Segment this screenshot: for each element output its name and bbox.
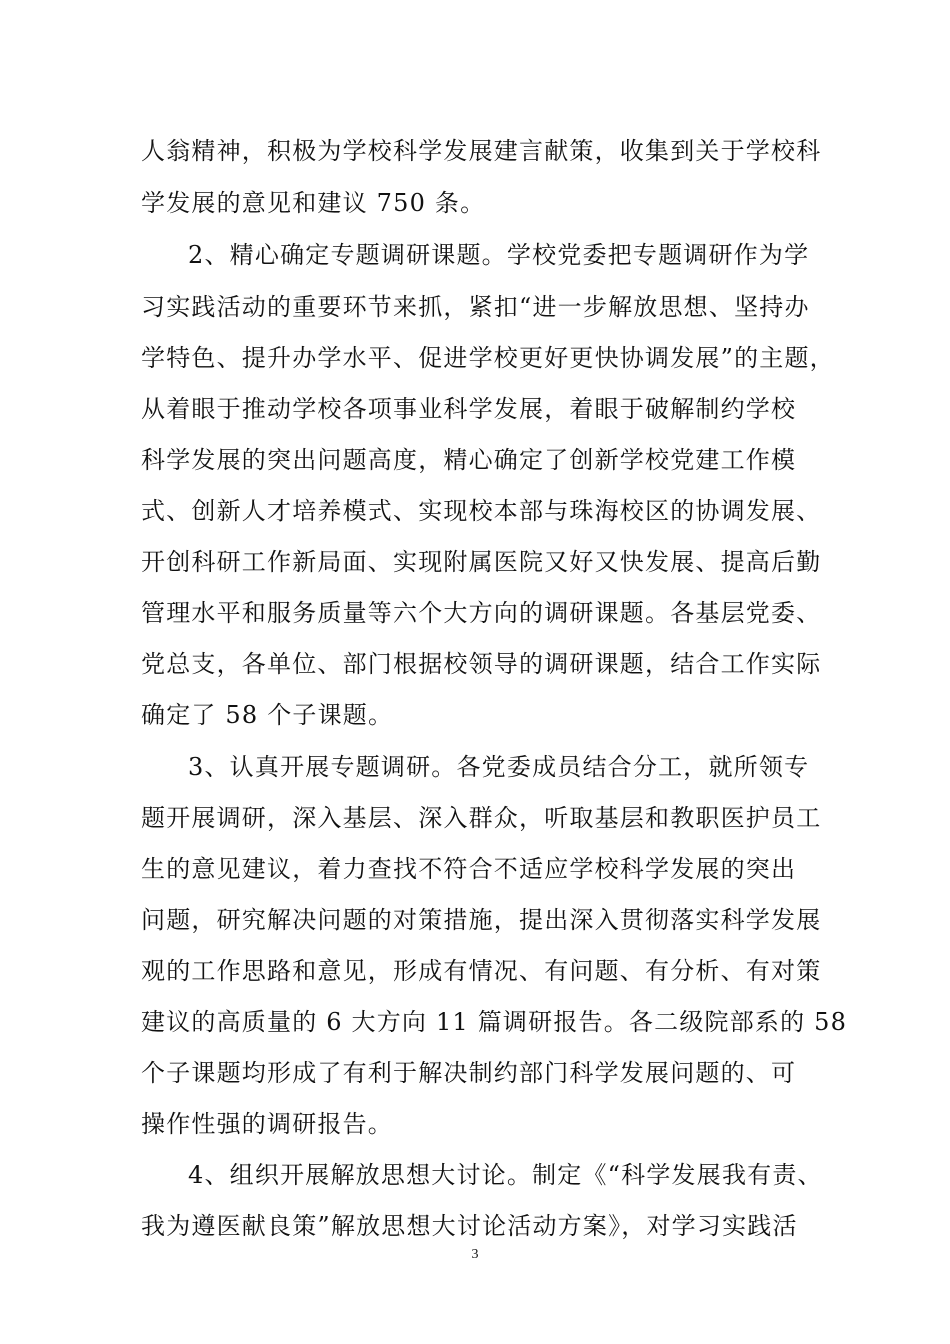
- text-line: 习实践活动的重要环节来抓，紧扣“进一步解放思想、坚持办: [141, 293, 810, 321]
- text-line: 人翁精神，积极为学校科学发展建言献策，收集到关于学校科: [141, 137, 822, 165]
- paragraph-heading-3: 3、认真开展专题调研。各党委成员结合分工，就所领专: [188, 753, 810, 781]
- text-line: 观的工作思路和意见，形成有情况、有问题、有分析、有对策: [141, 957, 822, 985]
- text-line: 学发展的意见和建议 750 条。: [141, 189, 486, 217]
- text-line: 党总支，各单位、部门根据校领导的调研课题，结合工作实际: [141, 650, 822, 678]
- paragraph-heading-4: 4、组织开展解放思想大讨论。制定《“科学发展我有责、: [188, 1161, 823, 1189]
- text-line: 学特色、提升办学水平、促进学校更好更快协调发展”的主题，: [141, 344, 835, 372]
- text-line: 问题，研究解决问题的对策措施，提出深入贯彻落实科学发展: [141, 906, 822, 934]
- text-line: 科学发展的突出问题高度，精心确定了创新学校党建工作模: [141, 446, 797, 474]
- text-line: 生的意见建议，着力查找不符合不适应学校科学发展的突出: [141, 855, 797, 883]
- text-line: 建议的高质量的 6 大方向 11 篇调研报告。各二级院部系的 58: [141, 1008, 848, 1036]
- text-line: 题开展调研，深入基层、深入群众，听取基层和教职医护员工: [141, 804, 822, 832]
- text-line: 管理水平和服务质量等六个大方向的调研课题。各基层党委、: [141, 599, 822, 627]
- text-line: 我为遵医献良策”解放思想大讨论活动方案》，对学习实践活: [141, 1212, 798, 1240]
- page-number: 3: [471, 1247, 479, 1262]
- text-line: 个子课题均形成了有利于解决制约部门科学发展问题的、可: [141, 1059, 797, 1087]
- text-line: 开创科研工作新局面、实现附属医院又好又快发展、提高后勤: [141, 548, 822, 576]
- text-line: 从着眼于推动学校各项事业科学发展，着眼于破解制约学校: [141, 395, 797, 423]
- text-line: 确定了 58 个子课题。: [141, 701, 394, 729]
- paragraph-heading-2: 2、精心确定专题调研课题。学校党委把专题调研作为学: [188, 241, 810, 269]
- text-line: 式、创新人才培养模式、实现校本部与珠海校区的协调发展、: [141, 497, 822, 525]
- text-line: 操作性强的调研报告。: [141, 1110, 393, 1138]
